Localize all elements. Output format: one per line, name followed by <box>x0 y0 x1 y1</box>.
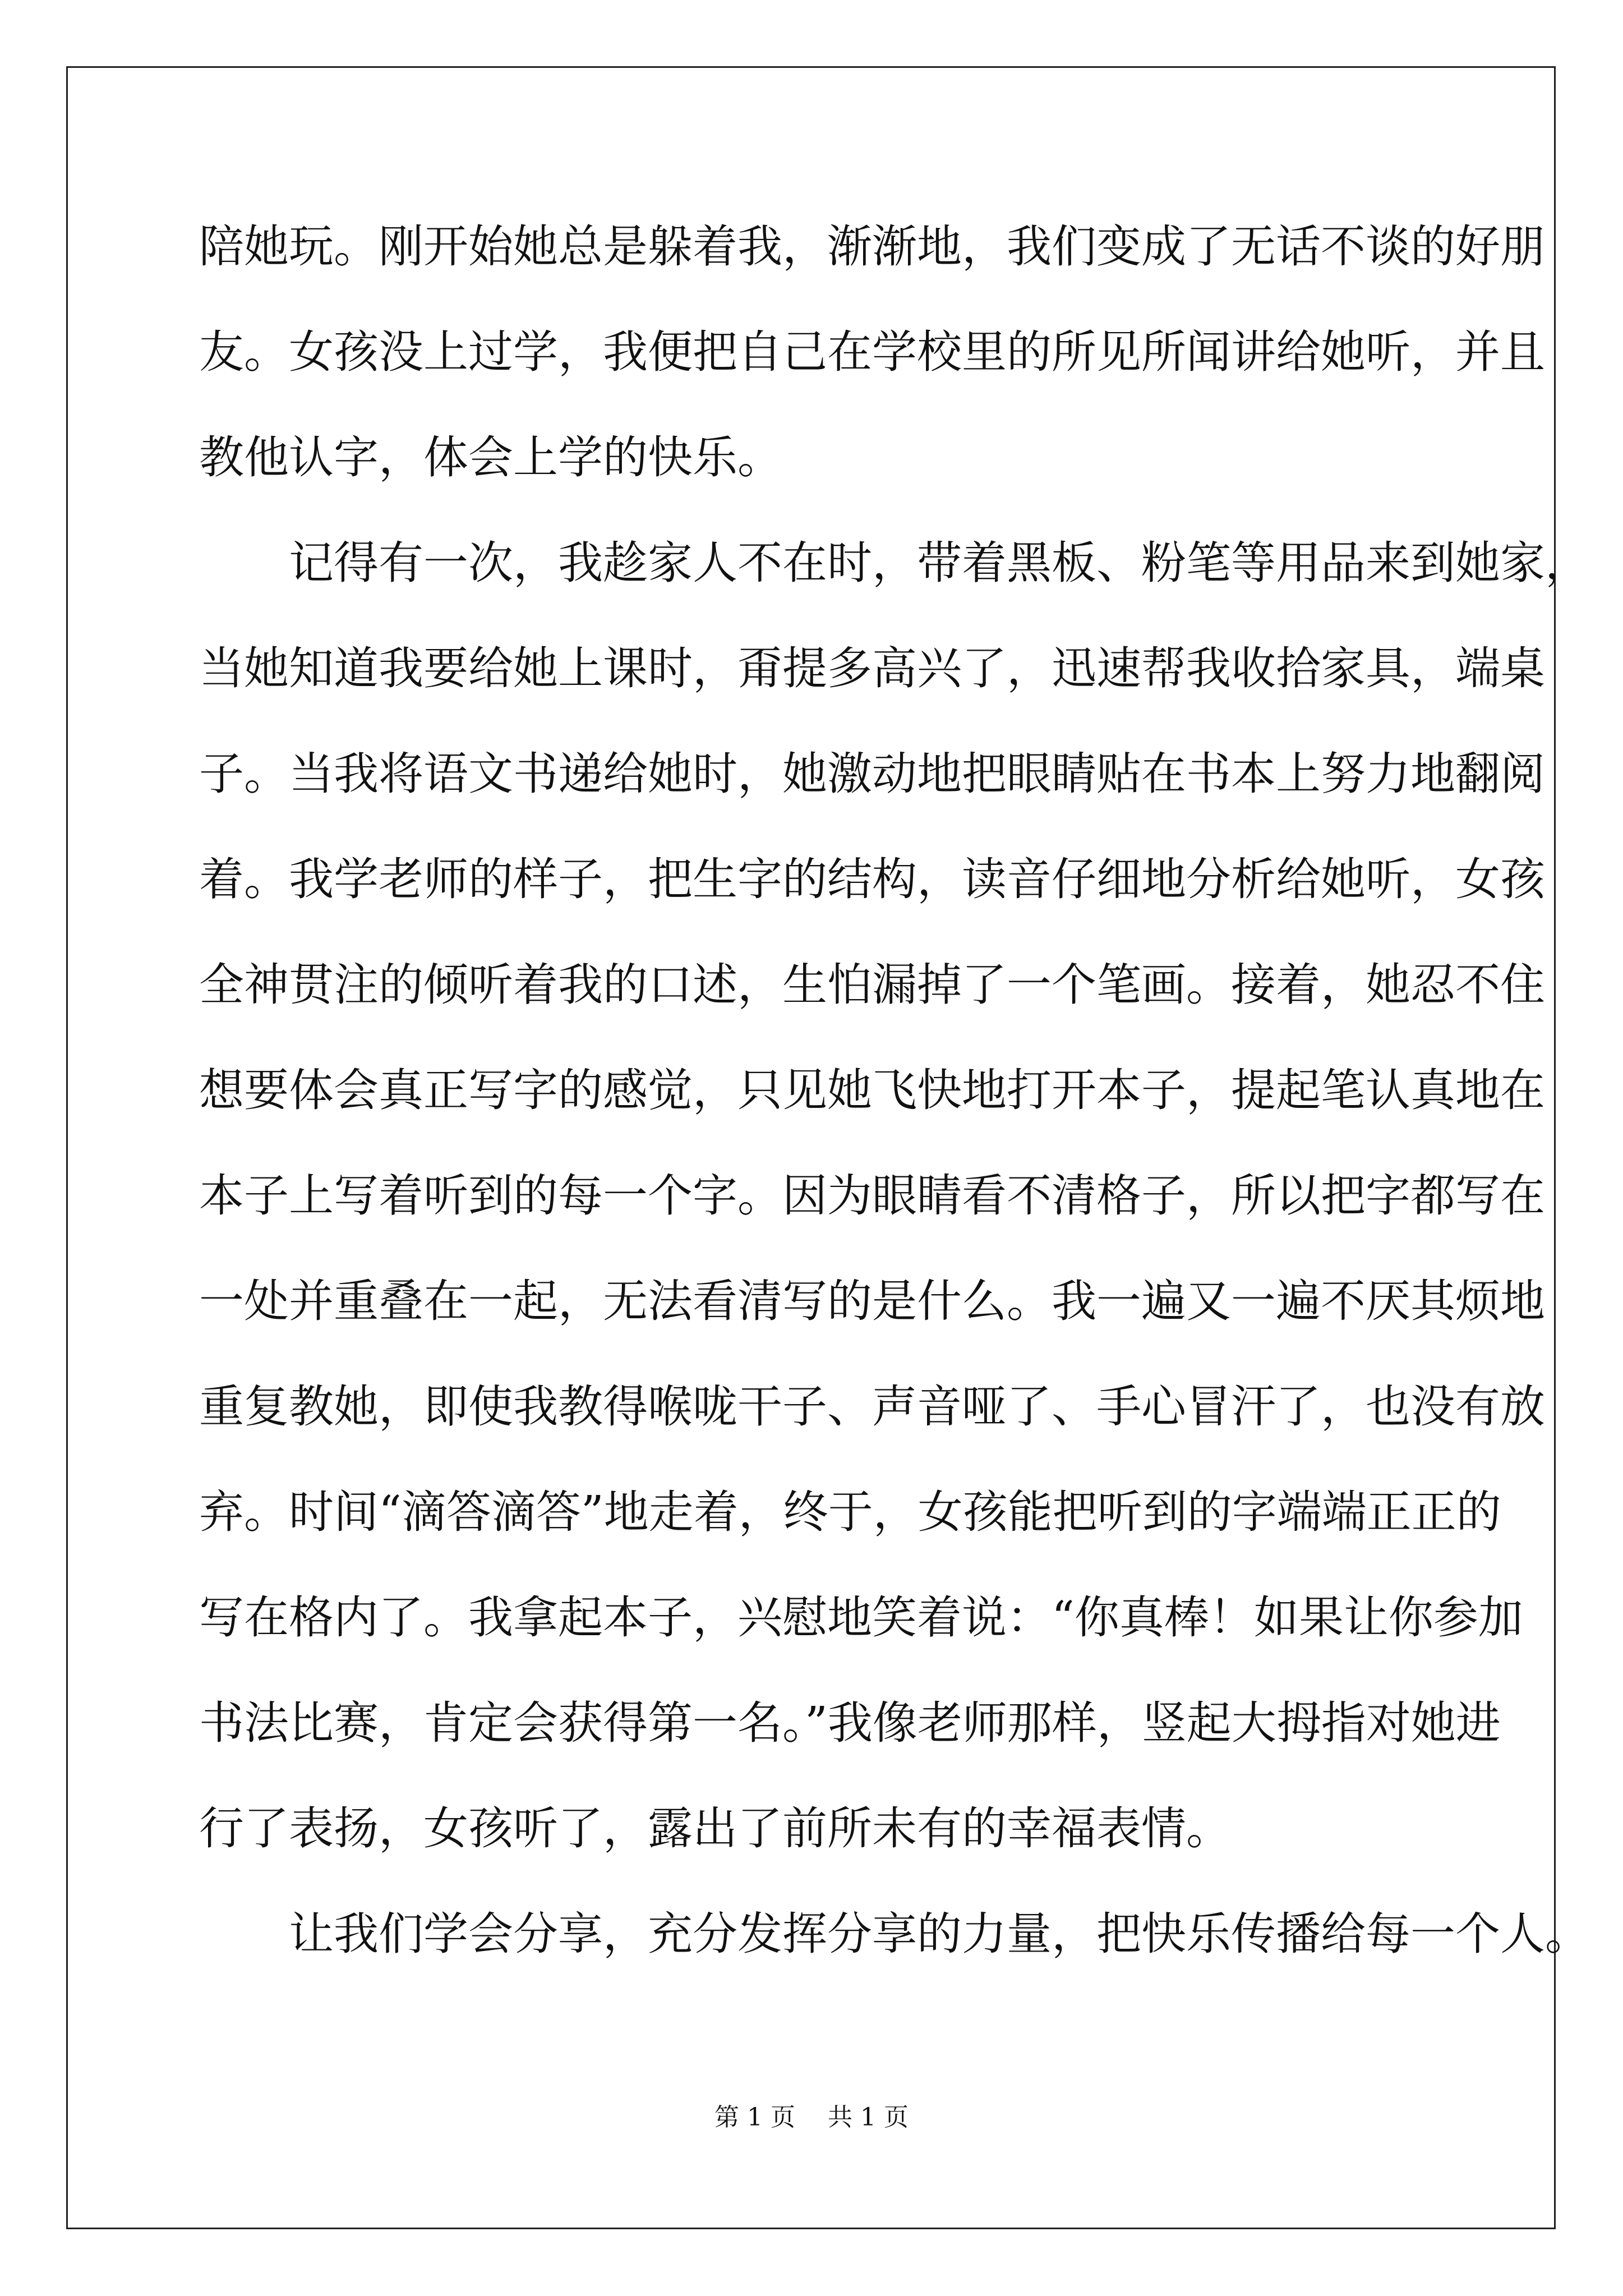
text-line-9: 想要体会真正写字的感觉，只见她飞快地打开本子，提起笔认真地在 <box>199 1064 1545 1116</box>
text-line-5: 当她知道我要给她上课时，甭提多高兴了，迅速帮我收拾家具，端桌 <box>199 642 1545 694</box>
text-line-7: 着。我学老师的样子，把生字的结构，读音仔细地分析给她听，女孩 <box>199 853 1545 905</box>
text-line-4: 记得有一次，我趁家人不在时，带着黑板、粉笔等用品来到她家， <box>199 537 1590 589</box>
text-line-16: 行了表扬，女孩听了，露出了前所未有的幸福表情。 <box>199 1802 1231 1855</box>
text-line-2: 友。女孩没上过学，我便把自己在学校里的所见所闻讲给她听，并且 <box>199 326 1545 378</box>
text-line-3: 教他认字，体会上学的快乐。 <box>199 431 782 484</box>
text-line-12: 重复教她，即使我教得喉咙干子、声音哑了、手心冒汗了，也没有放 <box>199 1381 1545 1433</box>
text-line-15: 书法比赛，肯定会获得第一名。”我像老师那样，竖起大拇指对她进 <box>199 1697 1501 1749</box>
text-line-1: 陪她玩。刚开始她总是躲着我，渐渐地，我们变成了无话不谈的好朋 <box>199 220 1545 273</box>
text-line-13: 弃。时间“滴答滴答”地走着，终于，女孩能把听到的字端端正正的 <box>199 1486 1501 1538</box>
text-line-8: 全神贯注的倾听着我的口述，生怕漏掉了一个笔画。接着，她忍不住 <box>199 959 1545 1011</box>
text-line-6: 子。当我将语文书递给她时，她激动地把眼睛贴在书本上努力地翻阅 <box>199 748 1545 800</box>
text-line-14: 写在格内了。我拿起本子，兴慰地笑着说：“你真棒！如果让你参加 <box>199 1591 1523 1644</box>
text-line-11: 一处并重叠在一起，无法看清写的是什么。我一遍又一遍不厌其烦地 <box>199 1275 1545 1327</box>
text-line-10: 本子上写着听到的每一个字。因为眼睛看不清格子，所以把字都写在 <box>199 1170 1545 1222</box>
page-border <box>66 66 1590 2229</box>
text-line-17: 让我们学会分享，充分发挥分享的力量，把快乐传播给每一个人。 <box>199 1908 1590 1960</box>
page-number-footer: 第 1 页 共 1 页 <box>714 2103 909 2132</box>
